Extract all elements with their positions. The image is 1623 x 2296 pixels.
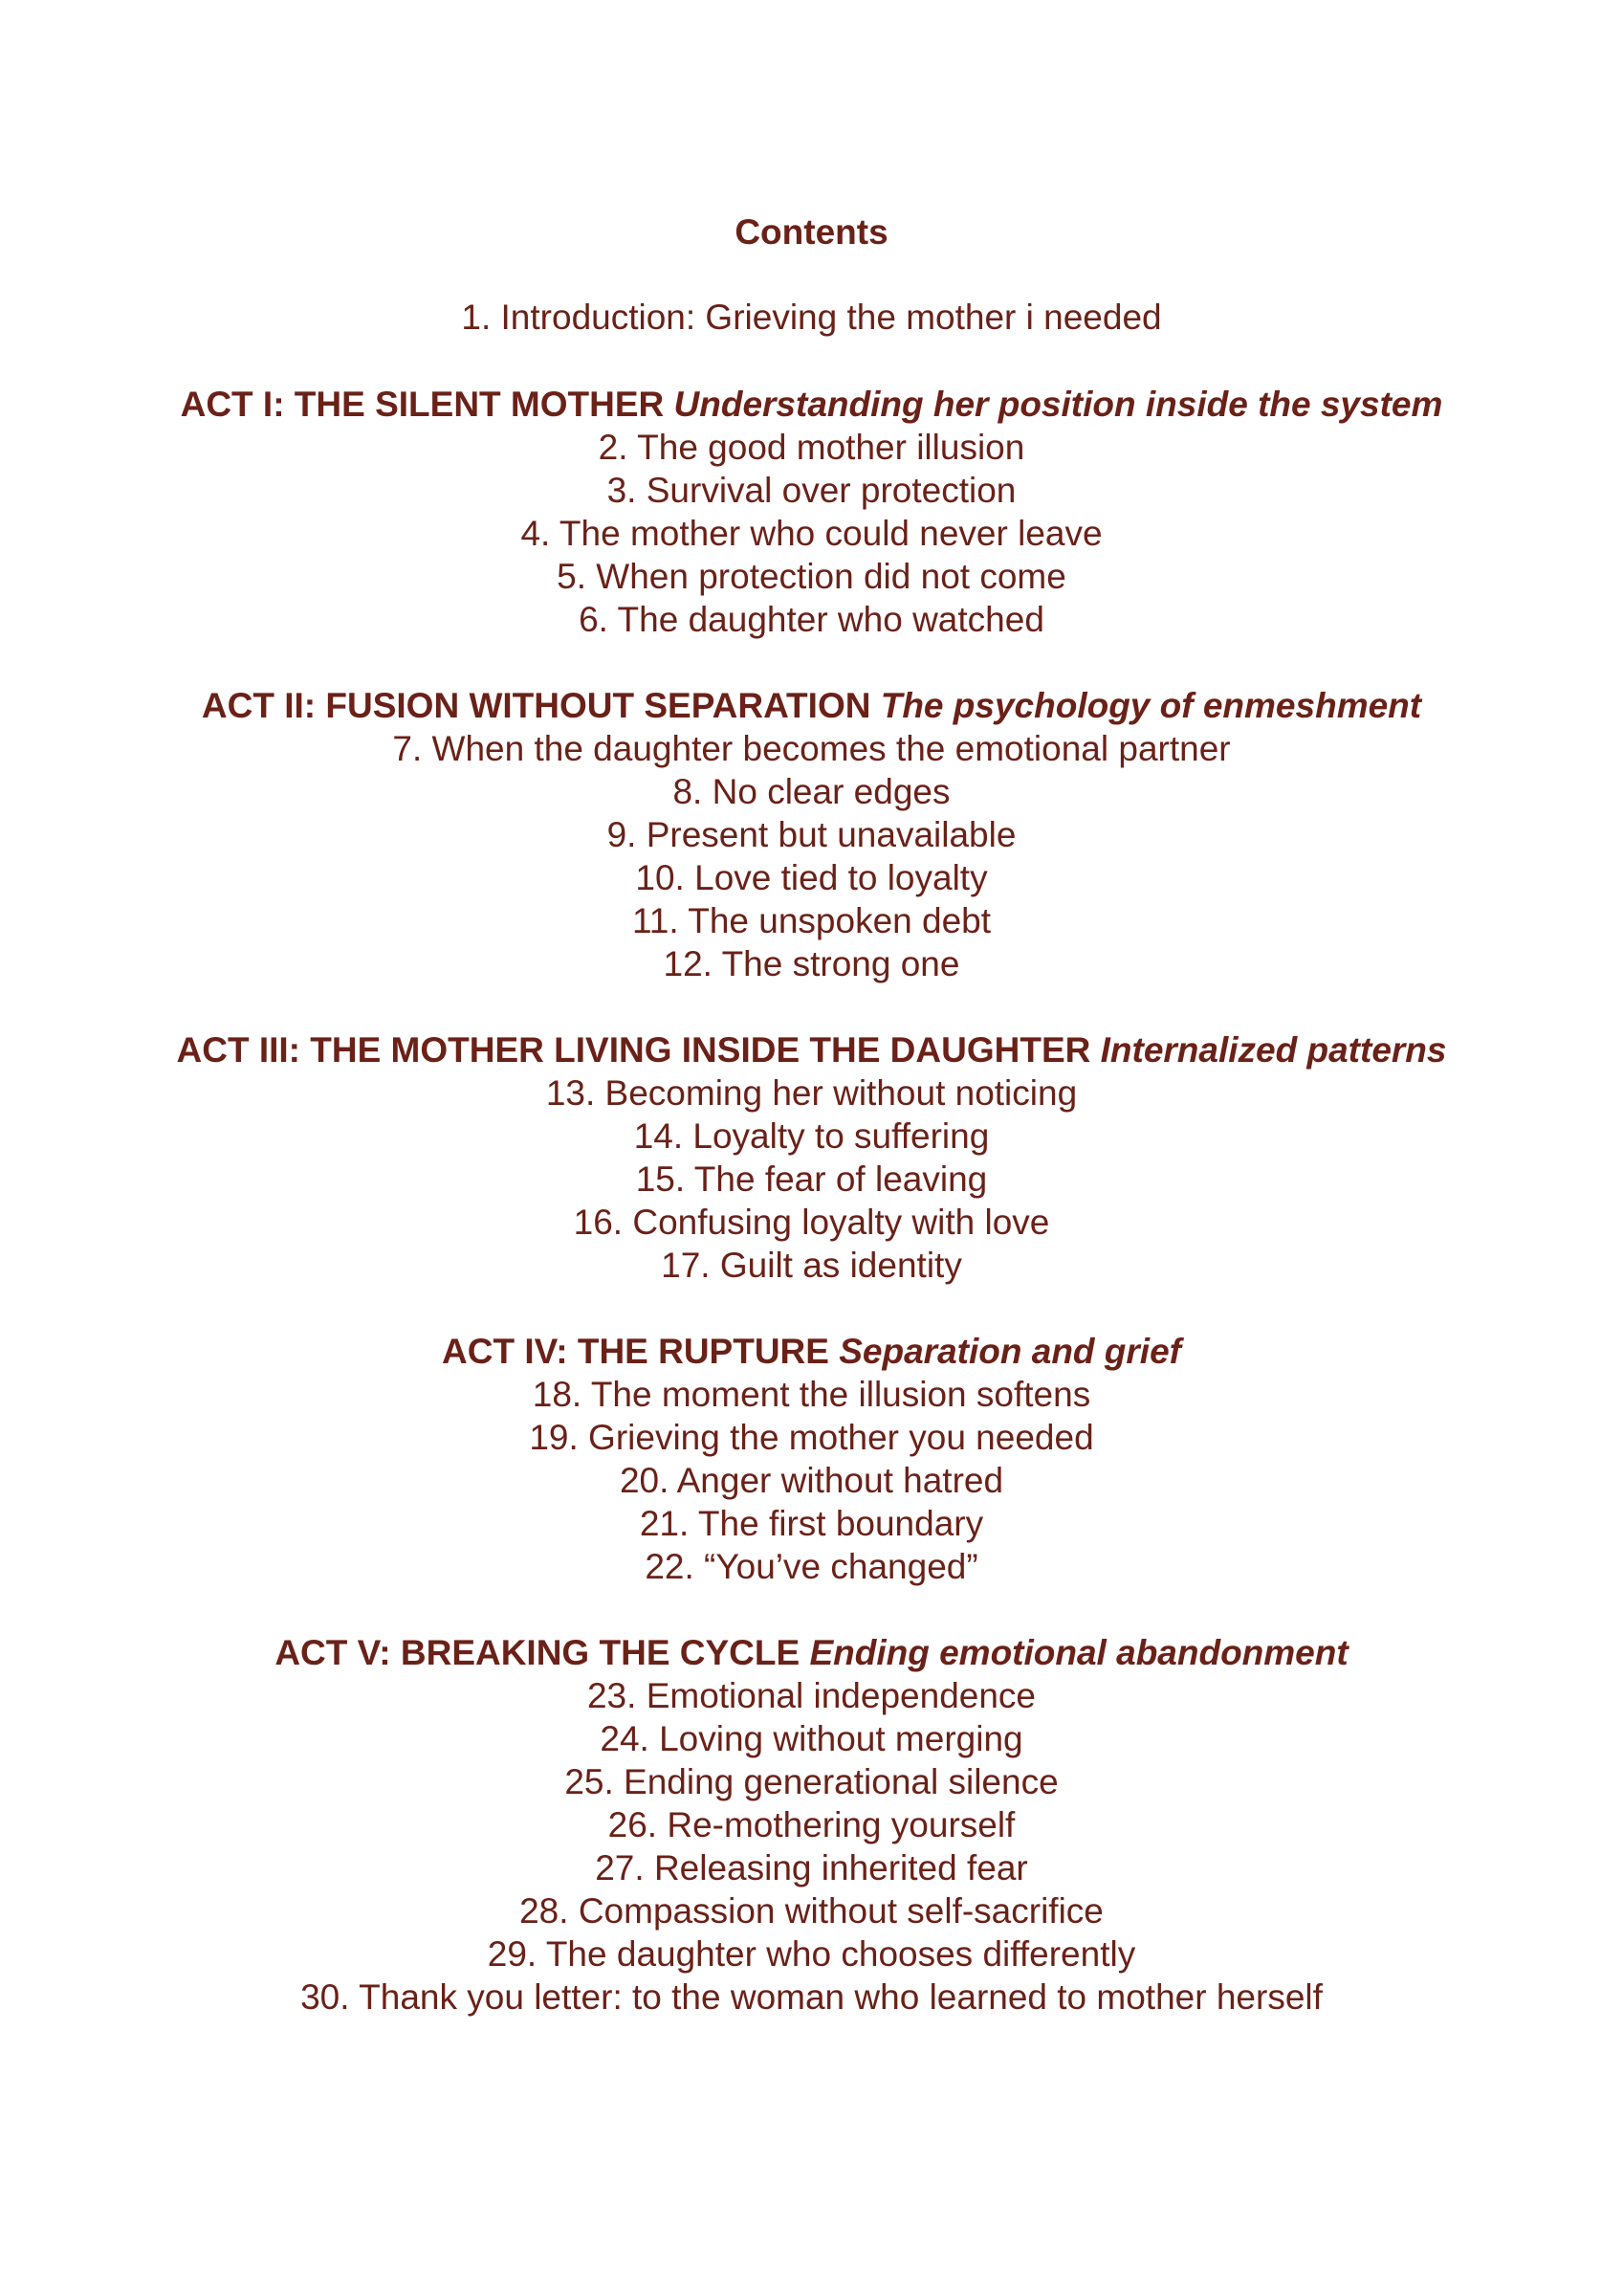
act-1-heading [0,383,1623,426]
chapter-item: 20. Anger without hatred [619,1461,1004,1500]
chapter-item: 24. Loving without merging [600,1719,1023,1758]
act-2-title: ACT II: FUSION WITHOUT SEPARATION [201,686,871,725]
chapter-item: 25. Ending generational silence [564,1762,1059,1801]
chapter-item: 3. Survival over protection [606,471,1017,510]
chapter-item: 17. Guilt as identity [661,1246,962,1285]
act-2-heading [0,684,1623,727]
act-5-section [0,1631,1623,2019]
chapter-item: 23. Emotional independence [586,1676,1037,1715]
act-5-heading [0,1631,1623,1674]
chapter-item: 22. “You’ve changed” [645,1547,978,1586]
chapter-item: 18. The moment the illusion softens [532,1375,1091,1414]
act-4-subtitle: Separation and grief [839,1332,1181,1371]
page-title: Contents [735,212,888,252]
chapter-item: 2. The good mother illusion [598,428,1025,467]
act-5-title: ACT V: BREAKING THE CYCLE [274,1633,801,1672]
chapter-item: 29. The daughter who chooses differently [487,1934,1136,1974]
chapter-item: 21. The first boundary [639,1504,984,1543]
chapter-item: 11. The unspoken debt [631,901,992,940]
chapter-item: 30. Thank you letter: to the woman who learned to mother herself [300,1977,1323,2017]
act-4-section [0,1330,1623,1588]
chapter-item: 28. Compassion without self-sacrifice [519,1891,1104,1931]
act-3-heading [0,1028,1623,1071]
act-2-subtitle: The psychology of enmeshment [880,686,1422,725]
chapter-item: 12. The strong one [663,944,960,983]
chapter-intro: 1. Introduction: Grieving the mother i needed [461,298,1162,337]
chapter-item: 27. Releasing inherited fear [595,1848,1028,1888]
act-4-title: ACT IV: THE RUPTURE [442,1332,829,1371]
act-3-section [0,1028,1623,1287]
chapter-item: 13. Becoming her without noticing [545,1073,1078,1113]
act-3-subtitle: Internalized patterns [1100,1030,1447,1070]
chapter-item: 10. Love tied to loyalty [635,858,988,897]
chapter-item: 8. No clear edges [672,772,951,811]
chapter-item: 6. The daughter who watched [579,600,1044,639]
chapter-item: 7. When the daughter becomes the emotional partner [392,729,1231,768]
act-1-subtitle: Understanding her position inside the system [673,385,1443,424]
act-5-subtitle: Ending emotional abandonment [809,1633,1349,1672]
chapter-item: 14. Loyalty to suffering [633,1116,990,1156]
act-2-section [0,684,1623,985]
chapter-item: 26. Re-mothering yourself [607,1805,1016,1844]
act-4-heading [0,1330,1623,1373]
chapter-item: 16. Confusing loyalty with love [573,1203,1050,1242]
chapter-item: 15. The fear of leaving [635,1159,988,1199]
chapter-item: 19. Grieving the mother you needed [529,1418,1094,1457]
chapter-item: 9. Present but unavailable [606,815,1017,854]
act-1-section [0,383,1623,641]
act-1-title: ACT I: THE SILENT MOTHER [180,385,665,424]
act-3-title: ACT III: THE MOTHER LIVING INSIDE THE DAUGHTER [176,1030,1091,1070]
chapter-item: 4. The mother who could never leave [520,514,1103,553]
chapter-item: 5. When protection did not come [557,557,1066,596]
